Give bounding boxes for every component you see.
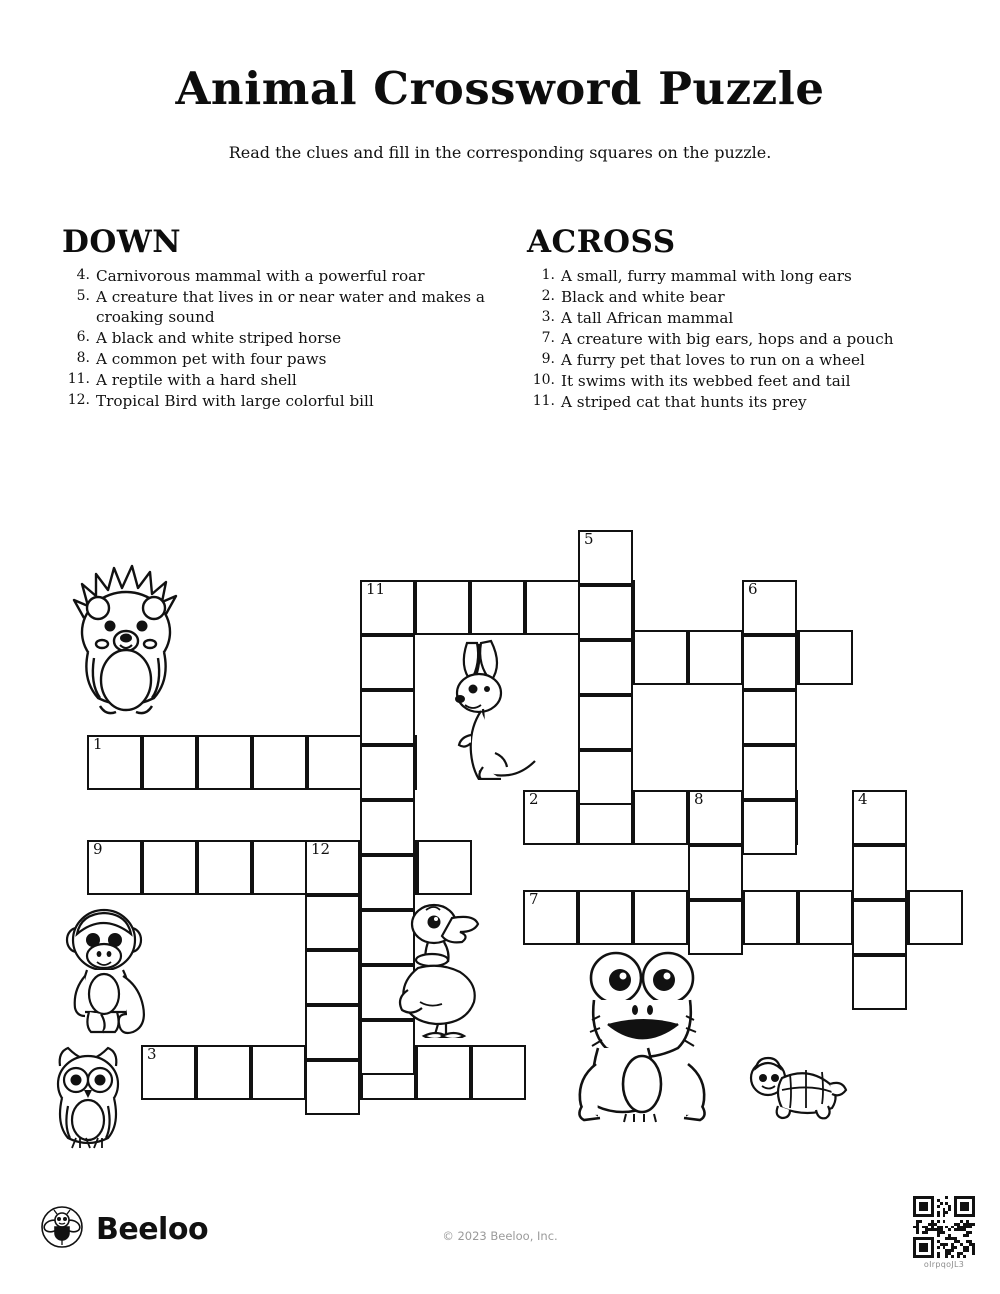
crossword-cell[interactable] [578,585,633,640]
crossword-cell[interactable] [688,900,743,955]
crossword-cell[interactable] [688,630,743,685]
crossword-cell[interactable] [360,745,415,800]
crossword-cell[interactable] [305,950,360,1005]
clue-text: A creature that lives in or near water and makes a croaking sound [96,288,485,327]
crossword-cell[interactable] [360,690,415,745]
copyright-text: © 2023 Beeloo, Inc. [442,1229,558,1243]
cell-number: 11 [366,580,386,598]
crossword-cell[interactable] [360,580,415,635]
crossword-cell[interactable] [305,1005,360,1060]
crossword-cell[interactable] [415,580,470,635]
crossword-cell[interactable] [633,630,688,685]
crossword-cell[interactable] [142,735,197,790]
clue-number: 7. [541,330,555,347]
cell-number: 2 [529,790,539,808]
crossword-cell[interactable] [798,630,853,685]
brand-name: Beeloo [96,1211,209,1247]
crossword-cell[interactable] [197,840,252,895]
frog-illustration [570,948,715,1123]
down-heading: DOWN [62,224,182,260]
duck-illustration [390,898,500,1038]
hedgehog-illustration [62,540,192,720]
clue-text: A common pet with four paws [96,350,327,369]
clue-text: Carnivorous mammal with a powerful roar [96,267,425,285]
crossword-cell[interactable] [252,840,307,895]
crossword-cell[interactable] [688,845,743,900]
crossword-cell[interactable] [471,1045,526,1100]
crossword-cell[interactable] [305,1060,360,1115]
crossword-cell[interactable] [360,635,415,690]
owl-illustration [42,1040,137,1150]
turtle-illustration [742,1048,852,1128]
clue-text: It swims with its webbed feet and tail [561,372,851,391]
clue-text: A creature with big ears, hops and a pouch [561,330,894,349]
crossword-cell[interactable] [633,890,688,945]
crossword-cell[interactable] [852,955,907,1010]
cell-number: 1 [93,735,103,753]
crossword-cell[interactable] [578,530,633,585]
crossword-cell[interactable] [305,895,360,950]
crossword-cell[interactable] [742,800,797,855]
crossword-cell[interactable] [798,890,853,945]
crossword-cell[interactable] [525,580,580,635]
clue-text: A furry pet that loves to run on a wheel [561,351,865,370]
clue-text: Tropical Bird with large colorful bill [96,392,374,411]
crossword-cell[interactable] [852,845,907,900]
crossword-cell[interactable] [87,735,142,790]
crossword-cell[interactable] [307,735,362,790]
crossword-cell[interactable] [633,790,688,845]
clue-number: 11. [532,393,555,410]
crossword-cell[interactable] [360,800,415,855]
crossword-cell[interactable] [578,695,633,750]
clue-number: 4. [76,267,90,283]
cell-number: 4 [858,790,868,808]
cell-number: 6 [748,580,758,598]
crossword-cell[interactable] [578,890,633,945]
crossword-cell[interactable] [251,1045,306,1100]
crossword-cell[interactable] [742,635,797,690]
clue-text: A tall African mammal [561,309,734,328]
clue-number: 12. [67,392,90,409]
clue-number: 10. [532,372,555,389]
crossword-cell[interactable] [852,900,907,955]
clue-number: 2. [541,288,555,305]
crossword-cell[interactable] [742,580,797,635]
cell-number: 3 [147,1045,157,1063]
crossword-cell[interactable] [688,790,743,845]
clue-text: A small, furry mammal with long ears [561,267,852,285]
crossword-cell[interactable] [470,580,525,635]
crossword-cell[interactable] [523,890,578,945]
clue-number: 9. [541,351,555,368]
cell-number: 5 [584,530,594,548]
crossword-cell[interactable] [578,640,633,695]
crossword-cell[interactable] [417,840,472,895]
clue-text: A black and white striped horse [96,329,342,348]
clue-text: A striped cat that hunts its prey [561,393,807,412]
cell-number: 7 [529,890,539,908]
clue-number: 11. [67,371,90,388]
qr-code [913,1196,975,1258]
kangaroo-illustration [443,635,553,780]
crossword-cell[interactable] [742,690,797,745]
crossword-cell[interactable] [141,1045,196,1100]
crossword-cell[interactable] [852,790,907,845]
across-heading: ACROSS [527,224,676,260]
crossword-cell[interactable] [305,840,360,895]
cell-number: 9 [93,840,103,858]
crossword-cell[interactable] [908,890,963,945]
clue-number: 5. [76,288,90,305]
clue-number: 1. [541,267,555,283]
clue-number: 3. [541,309,555,326]
cell-number: 12 [311,840,331,858]
monkey-illustration [55,900,175,1040]
crossword-cell[interactable] [142,840,197,895]
crossword-cell[interactable] [196,1045,251,1100]
qr-caption: oIrpqoJL3 [923,1260,965,1269]
crossword-cell[interactable] [252,735,307,790]
page-subtitle: Read the clues and fill in the corresponding squares on the puzzle. [228,143,772,162]
qr-block [906,1196,982,1269]
cell-number: 8 [694,790,704,808]
crossword-cell[interactable] [742,745,797,800]
crossword-cell[interactable] [416,1045,471,1100]
clue-number: 8. [76,350,90,367]
crossword-cell[interactable] [87,840,142,895]
crossword-cell[interactable] [743,890,798,945]
clue-number: 6. [76,329,90,346]
crossword-cell[interactable] [523,790,578,845]
page-title: Animal Crossword Puzzle [175,62,825,115]
crossword-cell[interactable] [197,735,252,790]
clue-text: A reptile with a hard shell [96,371,297,390]
crossword-cell[interactable] [578,750,633,805]
clue-text: Black and white bear [561,288,725,307]
